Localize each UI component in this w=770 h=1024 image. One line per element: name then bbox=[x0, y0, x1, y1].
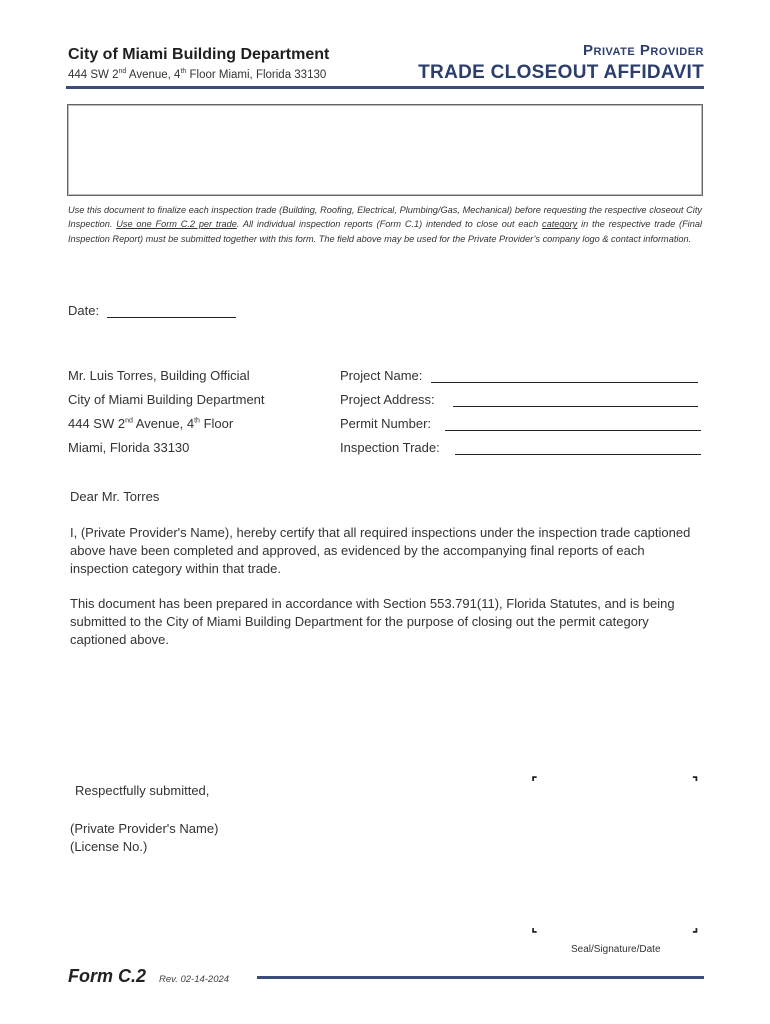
form-title: TRADE CLOSEOUT AFFIDAVIT bbox=[418, 62, 704, 83]
project-name-field[interactable] bbox=[431, 381, 698, 383]
seal-signature-date-label: Seal/Signature/Date bbox=[571, 944, 661, 955]
provider-name-text: (Private Provider's Name) bbox=[70, 821, 219, 836]
date-label: Date: bbox=[68, 303, 100, 318]
recipient-name: Mr. Luis Torres, Building Official bbox=[68, 368, 250, 383]
department-title: City of Miami Building Department bbox=[68, 46, 330, 63]
form-code: Form C.2 bbox=[68, 966, 147, 986]
closing-text: Respectfully submitted, bbox=[75, 783, 210, 798]
project-name-label: Project Name: bbox=[340, 368, 423, 383]
provider-logo-field[interactable] bbox=[67, 104, 703, 196]
department-address: 444 SW 2nd Avenue, 4th Floor Miami, Florida 33130 bbox=[68, 68, 327, 81]
permit-number-field[interactable] bbox=[445, 429, 701, 431]
inspection-trade-field[interactable] bbox=[455, 453, 701, 455]
date-field[interactable] bbox=[107, 316, 236, 318]
license-number-text: (License No.) bbox=[70, 839, 148, 854]
inspection-trade-label: Inspection Trade: bbox=[340, 440, 440, 455]
seal-corner-top-left: ⌜ bbox=[531, 774, 538, 790]
footer-divider bbox=[257, 976, 704, 979]
permit-number-label: Permit Number: bbox=[340, 416, 432, 431]
recipient-street: 444 SW 2nd Avenue, 4th Floor bbox=[68, 416, 234, 431]
form-subtitle: Private Provider bbox=[583, 42, 704, 59]
revision-date: Rev. 02-14-2024 bbox=[159, 974, 230, 985]
instructions-text: Use this document to finalize each inspection trade (Building, Roofing, Electrical, Plumbing/Gas, Mechanical) before requesting the respective closeout City Inspection. Use one Form C.2 per trade. All individual inspection reports (Form C.1) intended to close out each category in the respective trade (Final Inspection Report) must be submitted together with this form. The field above may be used for the Private Provider’s company logo & contact information. bbox=[68, 205, 702, 244]
certification-paragraph: I, (Private Provider's Name), hereby certify that all required inspections under the inspection trade captioned above have been completed and approved, as evidenced by the accompanying final reports of each inspection category within that trade. bbox=[70, 525, 691, 576]
seal-corner-top-right: ⌝ bbox=[692, 774, 699, 790]
project-address-label: Project Address: bbox=[340, 392, 435, 407]
project-address-field[interactable] bbox=[453, 405, 698, 407]
recipient-department: City of Miami Building Department bbox=[68, 392, 265, 407]
salutation: Dear Mr. Torres bbox=[70, 489, 160, 504]
seal-corner-bottom-right: ⌟ bbox=[692, 918, 699, 934]
statute-paragraph: This document has been prepared in accordance with Section 553.791(11), Florida Statutes, and is being submitted to the City of Miami Building Department for the purpose of closing out the permit category captioned above. bbox=[70, 596, 675, 647]
recipient-city: Miami, Florida 33130 bbox=[68, 440, 190, 455]
seal-corner-bottom-left: ⌞ bbox=[531, 918, 538, 934]
header-divider bbox=[66, 86, 704, 89]
